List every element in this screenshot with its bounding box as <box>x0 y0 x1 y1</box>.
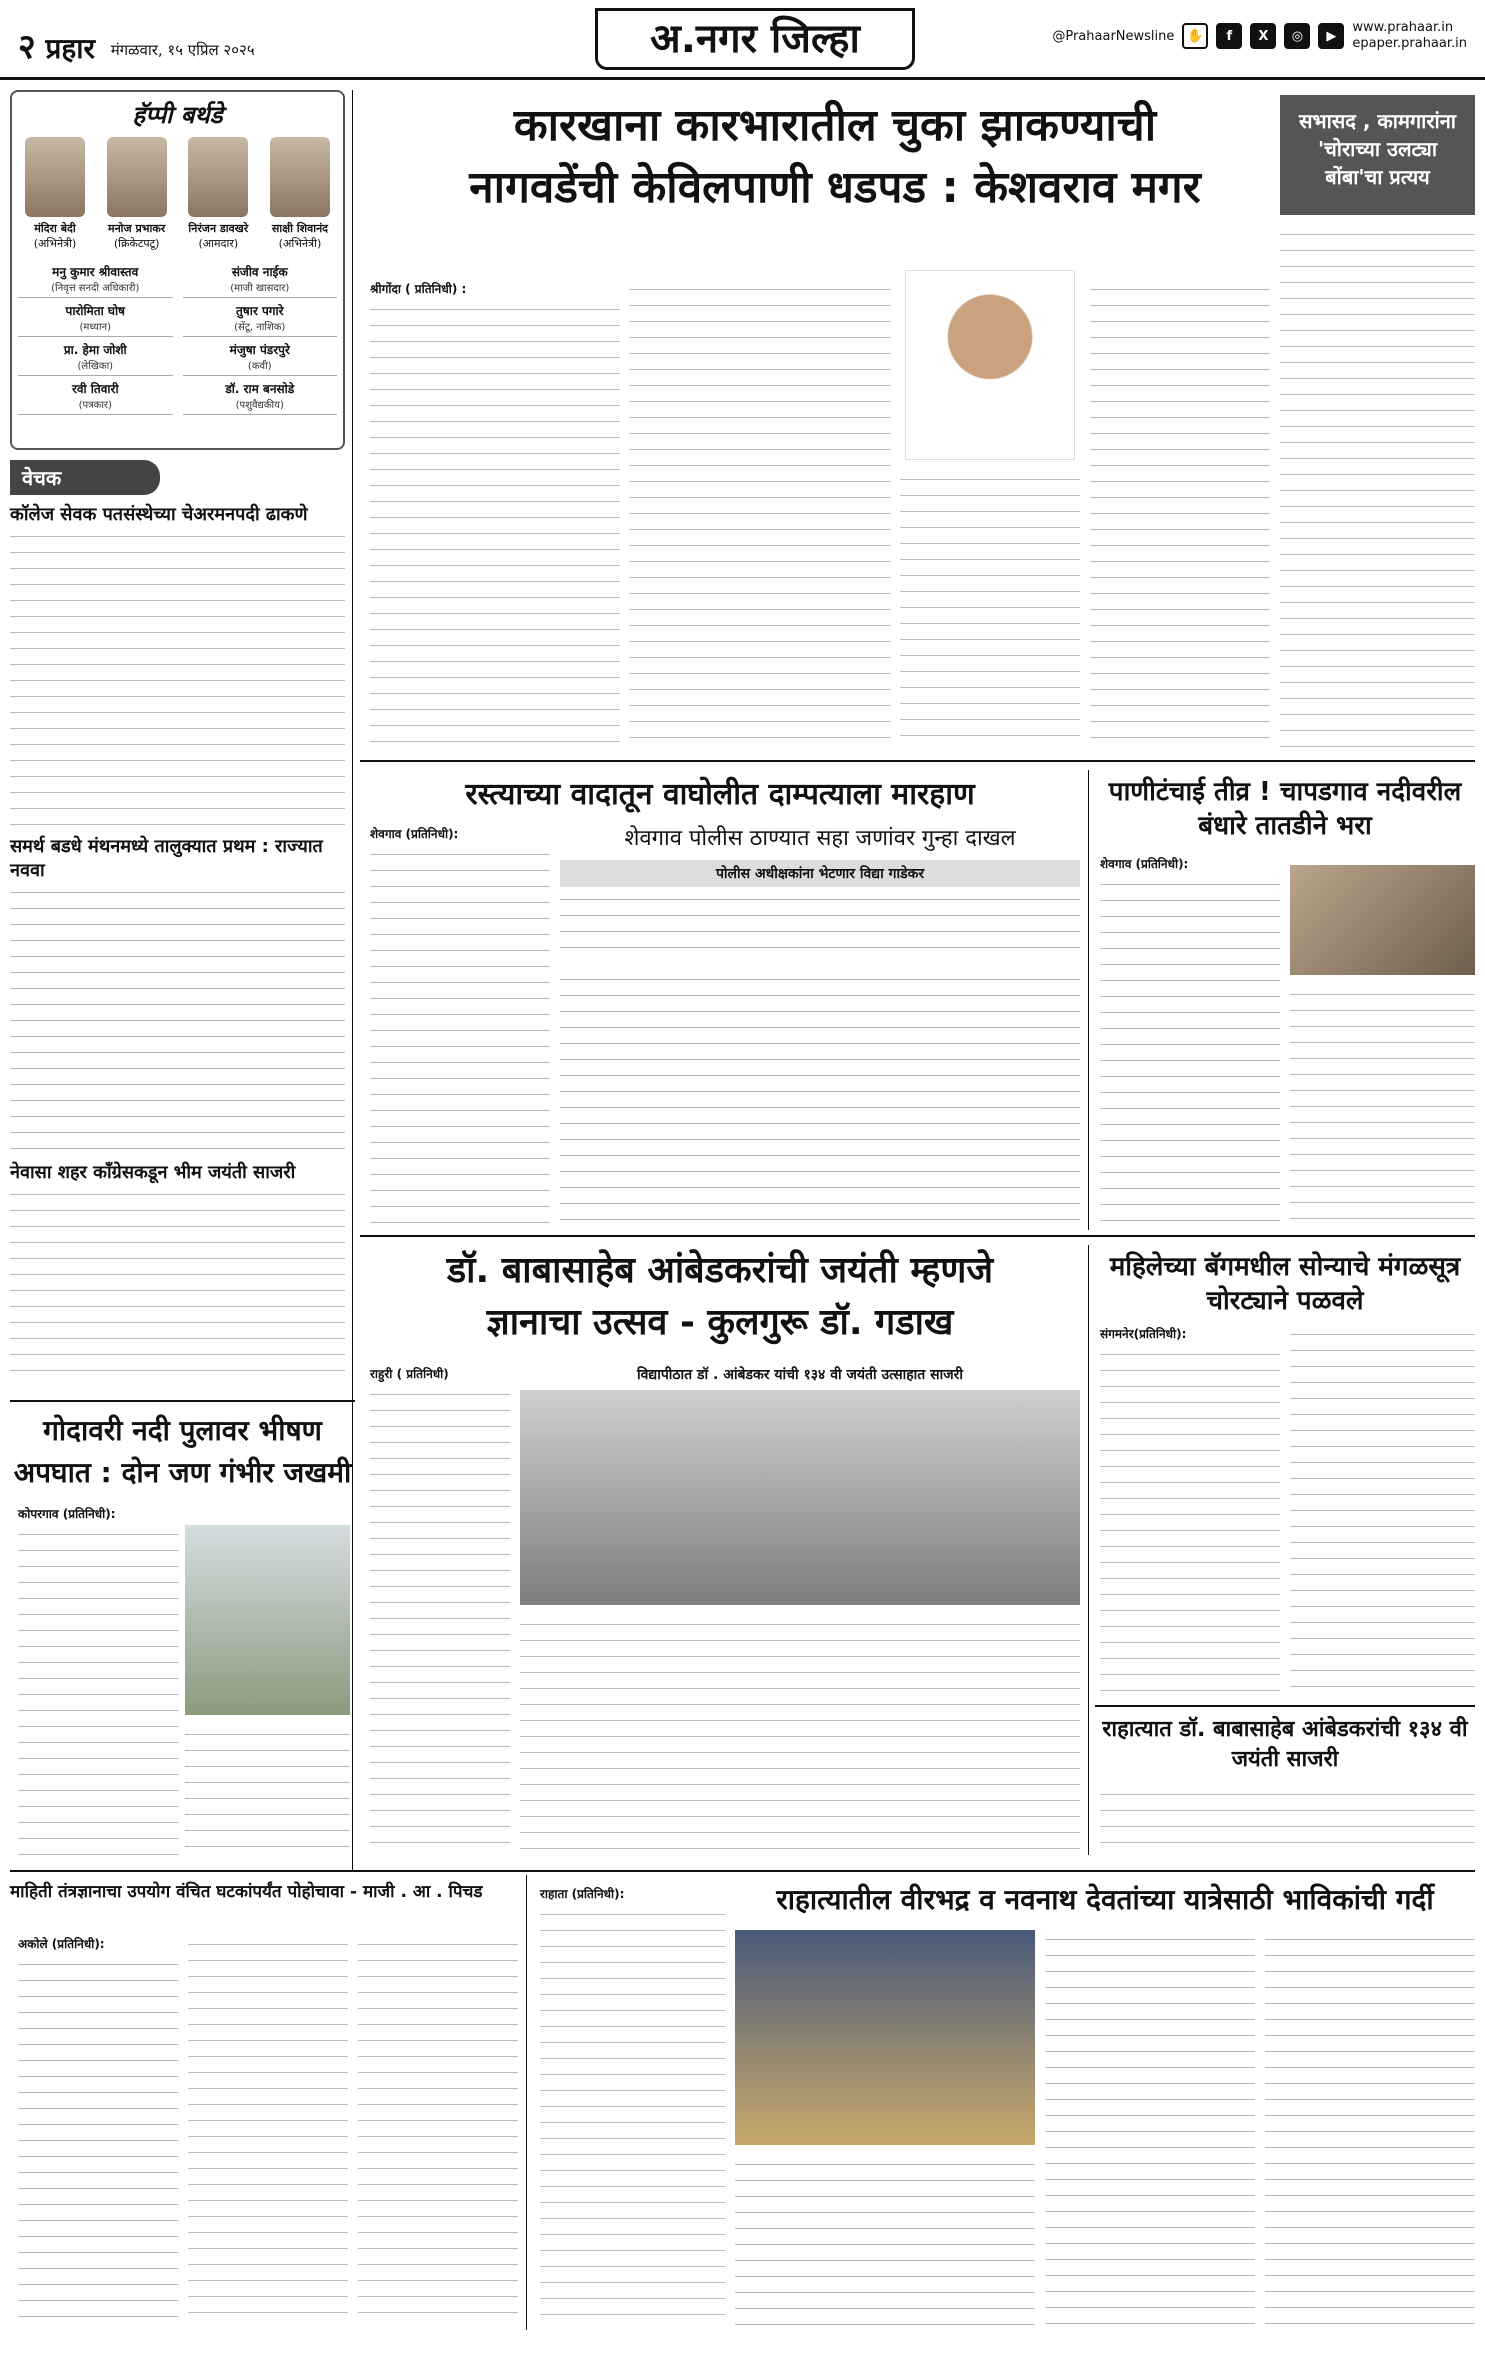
masthead <box>18 22 255 68</box>
article-body <box>370 1385 510 1855</box>
main-dateline: श्रीगोंदा ( प्रतिनिधी) : <box>370 282 467 296</box>
article-body <box>188 1935 348 2325</box>
issue-date: मंगळवार, १५ एप्रिल २०२५ <box>110 41 255 59</box>
article-body <box>358 1935 518 2325</box>
article-body <box>540 1905 725 2325</box>
story-headline: राहात्यात डॉ. बाबासाहेब आंबेडकरांची १३४ वी जयंती साजरी <box>1102 1717 1468 1772</box>
article-body <box>1090 280 1270 750</box>
article-body <box>1100 1345 1280 1695</box>
article-body <box>1045 1930 1255 2325</box>
story-headline <box>10 1410 355 1494</box>
site-urls <box>1352 20 1467 52</box>
article-body <box>735 2155 1035 2325</box>
story-dateline: अकोले (प्रतिनिधी): <box>18 1937 105 1951</box>
story-dateline: राहुरी ( प्रतिनिधी) <box>370 1367 449 1381</box>
article-body <box>900 470 1080 750</box>
birthday-title: हॅप्पी बर्थडे <box>132 101 223 129</box>
portrait-image <box>905 270 1075 460</box>
birthday-name: डॉ. राम बनसोडे (पशुवैद्यकीय) <box>183 380 338 415</box>
main-headline <box>410 95 1260 219</box>
story-headline-line2: अपघात : दोन जण गंभीर जखमी <box>13 1456 352 1489</box>
story-subheadline: शेवगाव पोलीस ठाण्यात सहा जणांवर गुन्हा दाखल <box>624 826 1016 851</box>
birthday-name: संजीव नाईक (माजी खासदार) <box>183 263 338 298</box>
birthday-name: रवी तिवारी (पत्रकार) <box>18 380 173 415</box>
portrait-image <box>25 137 85 217</box>
birthday-name: पारोमिता घोष (मध्यान) <box>18 302 173 337</box>
story-dateline: राहाता (प्रतिनिधी): <box>540 1887 625 1901</box>
article-body <box>560 970 1080 1225</box>
article-body <box>18 1955 178 2325</box>
accident-photo <box>185 1525 350 1715</box>
story-headline: माहिती तंत्रज्ञानाचा उपयोग वंचित घटकांपर्यंत पोहोचावा - माजी . आ . पिचड <box>10 1882 483 1902</box>
portrait-image <box>270 137 330 217</box>
story-headline: पाणीटंचाई तीव्र ! चापडगाव नदीवरील बंधारे तातडीने भरा <box>1108 777 1462 841</box>
birthday-name: मनु कुमार श्रीवास्तव (निवृत्त सनदी अधिकारी) <box>18 263 173 298</box>
birthday-photo: मंदिरा बेदी (अभिनेत्री) <box>18 137 92 251</box>
birthday-photo: निरंजन डावखरे (आमदार) <box>181 137 255 251</box>
epaper-url[interactable]: epaper.prahaar.in <box>1352 36 1467 51</box>
section-divider <box>1095 1705 1475 1707</box>
section-divider <box>10 1870 1475 1872</box>
story-headline: महिलेच्या बॅगमधील सोन्याचे मंगळसूत्र चोरट्याने पळवले <box>1109 1252 1461 1316</box>
instagram-icon[interactable]: ◎ <box>1284 23 1310 49</box>
birthday-name: तुषार पगारे (सेंटू, नाशिक) <box>183 302 338 337</box>
photo-caption: विद्यापीठात डॉ . आंबेडकर यांची १३४ वी जयंती उत्साहात साजरी <box>636 1367 963 1383</box>
x-icon[interactable]: X <box>1250 23 1276 49</box>
column-divider <box>526 1875 527 2330</box>
birthday-name: प्रा. हेमा जोशी (लेखिका) <box>18 341 173 376</box>
vechak-label: वेचक <box>10 460 160 495</box>
box-title: पोलीस अधीक्षकांना भेटणार विद्या गाडेकर <box>560 860 1080 887</box>
birthday-photo: साक्षी शिवानंद (अभिनेत्री) <box>263 137 337 251</box>
article-body <box>630 280 890 750</box>
vechak-headline: नेवासा शहर काँग्रेसकडून भीम जयंती साजरी <box>10 1162 296 1183</box>
article-body <box>1100 1785 1475 1855</box>
site-url[interactable]: www.prahaar.in <box>1352 20 1454 35</box>
story-headline-line1: डॉ. बाबासाहेब आंबेडकरांची जयंती म्हणजे <box>446 1250 994 1291</box>
story-dateline: कोपरगाव (प्रतिनिधी): <box>18 1507 116 1521</box>
page-number: २ <box>18 27 36 67</box>
article-body <box>10 527 345 827</box>
portrait-image <box>107 137 167 217</box>
column-divider <box>1088 770 1089 1230</box>
birthday-names <box>18 263 337 415</box>
article-body <box>370 300 620 750</box>
column-divider <box>1088 1245 1089 1855</box>
story-headline-line2: ज्ञानाचा उत्सव - कुलगुरू डॉ. गडाख <box>486 1302 954 1343</box>
water-photo <box>1290 865 1475 975</box>
header-links <box>1052 20 1467 52</box>
youtube-icon[interactable]: ▶ <box>1318 23 1344 49</box>
main-headline-line1: कारखाना कारभारातील चुका झाकण्याची <box>513 100 1157 151</box>
birthday-photo: मनोज प्रभाकर (क्रिकेटपटू) <box>100 137 174 251</box>
article-body <box>185 1725 350 1855</box>
main-headline-line2: नागवडेंची केविलपाणी धडपड : केशवराव मगर <box>469 162 1201 213</box>
event-photo <box>520 1390 1080 1605</box>
story-dateline: शेवगाव (प्रतिनिधी): <box>1100 857 1189 871</box>
article-body <box>520 1615 1080 1855</box>
portrait-image <box>188 137 248 217</box>
section-title: अ.नगर जिल्हा <box>595 8 915 70</box>
vechak-headline: कॉलेज सेवक पतसंस्थेच्या चेअरमनपदी ढाकणे <box>10 504 308 525</box>
section-divider <box>360 1235 1475 1237</box>
article-body <box>370 845 550 1225</box>
story-dateline: संगमनेर(प्रतिनिधी): <box>1100 1327 1187 1341</box>
section-divider <box>360 760 1475 762</box>
page-header <box>0 0 1485 80</box>
article-body <box>1290 1325 1475 1695</box>
story-headline: रस्त्याच्या वादातून वाघोलीत दाम्पत्याला मारहाण <box>465 777 975 812</box>
article-body <box>1100 875 1280 1225</box>
story-dateline: शेवगाव (प्रतिनिधी): <box>370 827 459 841</box>
article-body <box>560 890 1080 960</box>
article-body <box>10 883 345 1153</box>
facebook-icon[interactable]: f <box>1216 23 1242 49</box>
article-body <box>18 1525 178 1855</box>
column-divider <box>352 90 353 1870</box>
hand-icon: ✋ <box>1182 23 1208 49</box>
story-headline: राहात्यातील वीरभद्र व नवनाथ देवतांच्या यात्रेसाठी भाविकांची गर्दी <box>776 1883 1434 1916</box>
birthday-name: मंजुषा पंडरपुरे (कवी) <box>183 341 338 376</box>
birthday-photos <box>18 137 337 251</box>
section-divider <box>10 1400 355 1402</box>
birthday-box <box>10 90 345 450</box>
story-headline-line1: गोदावरी नदी पुलावर भीषण <box>43 1414 322 1447</box>
vechak-headline: समर्थ बडधे मंथनमध्ये तालुक्यात प्रथम : राज्यात नववा <box>10 836 323 881</box>
main-sidebox: सभासद , कामगारांना 'चोराच्या उलट्या बोंबा'चा प्रत्यय <box>1280 95 1475 215</box>
story-headline <box>360 1245 1080 1349</box>
article-body <box>1265 1930 1475 2325</box>
article-body <box>10 1185 345 1385</box>
article-body <box>1280 225 1475 750</box>
social-handle[interactable]: @PrahaarNewsline <box>1052 28 1175 44</box>
temple-photo <box>735 1930 1035 2145</box>
brand-name: प्रहार <box>45 32 95 65</box>
article-body <box>1290 985 1475 1225</box>
